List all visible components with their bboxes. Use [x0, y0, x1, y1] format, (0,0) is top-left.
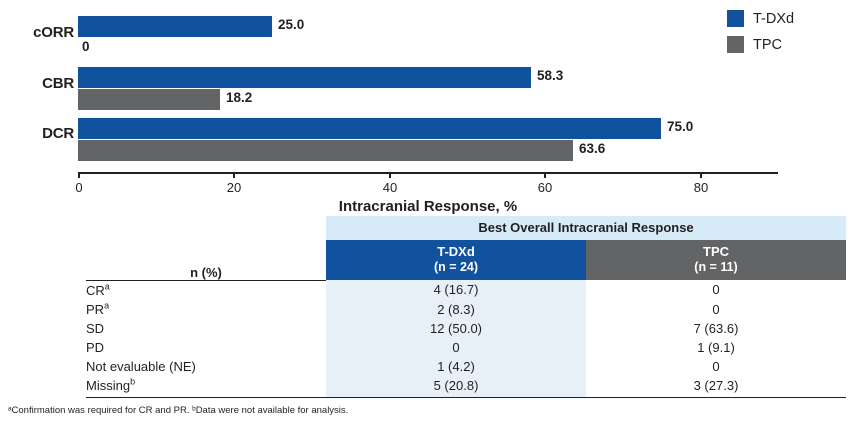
- bar-dcr-tdxd: [78, 118, 661, 139]
- x-tick-80: [700, 172, 702, 178]
- legend-swatch-tdxd: [727, 10, 744, 27]
- cell-missing-tdxd: 5 (20.8): [326, 376, 586, 398]
- cell-ne-tpc: 0: [586, 357, 846, 376]
- x-tick-40: [389, 172, 391, 178]
- bar-value-dcr-tdxd: 75.0: [667, 119, 694, 134]
- legend-swatch-tpc: [727, 36, 744, 53]
- row-label-cr-text: CR: [86, 282, 105, 298]
- cell-pr-tdxd: 2 (8.3): [326, 300, 586, 319]
- x-tick-60: [544, 172, 546, 178]
- legend-label-tdxd: T-DXd: [753, 10, 795, 27]
- row-label-pr-text: PR: [86, 301, 105, 317]
- row-label-missing-sup: b: [130, 376, 136, 387]
- response-table-wrap: [0, 216, 865, 398]
- bar-dcr-tpc: [78, 140, 573, 161]
- table-row: [86, 300, 846, 319]
- x-tick-20: [233, 172, 235, 178]
- table-banner-row: [86, 216, 846, 240]
- bar-cbr-tpc: [78, 89, 220, 110]
- column-header-tpc-name: TPC: [703, 244, 729, 260]
- row-header-label: n (%): [86, 240, 326, 280]
- bar-value-cbr-tdxd: 58.3: [537, 68, 564, 83]
- x-axis-title: Intracranial Response, %: [338, 198, 518, 215]
- banner-spacer: [86, 216, 326, 240]
- cell-sd-tdxd: 12 (50.0): [326, 319, 586, 338]
- row-label-pd: [86, 338, 326, 357]
- x-tick-label-40: 40: [382, 180, 398, 195]
- column-header-tdxd: [326, 240, 586, 280]
- row-label-pd-text: PD: [86, 339, 105, 355]
- legend-item-tpc: [727, 36, 847, 53]
- row-label-sd: [86, 319, 326, 338]
- cell-missing-tpc: 3 (27.3): [586, 376, 846, 398]
- bar-value-corr-tdxd: 25.0: [278, 17, 305, 32]
- bar-cbr-tdxd: [78, 67, 531, 88]
- cell-cr-tpc: 0: [586, 280, 846, 300]
- bar-value-dcr-tpc: 63.6: [579, 141, 606, 156]
- bar-value-corr-tpc: 0: [82, 39, 90, 54]
- x-tick-label-80: 80: [693, 180, 709, 195]
- cell-pd-tdxd: 0: [326, 338, 586, 357]
- x-tick-label-0: 0: [75, 180, 83, 195]
- column-header-tpc-n: (n = 11): [694, 260, 738, 275]
- category-label-cbr: CBR: [42, 75, 74, 92]
- footnote: ᵃConfirmation was required for CR and PR. ᵇData were not available for analysis.: [8, 405, 349, 416]
- column-header-tdxd-name: T-DXd: [437, 244, 475, 260]
- category-label-corr: cORR: [33, 24, 74, 41]
- table-row: [86, 319, 846, 338]
- cell-pd-tpc: 1 (9.1): [586, 338, 846, 357]
- row-label-sd-text: SD: [86, 320, 105, 336]
- row-label-missing: [86, 376, 326, 398]
- chart-legend: [727, 10, 847, 62]
- row-label-cr: [86, 280, 326, 300]
- category-label-dcr: DCR: [42, 125, 74, 142]
- table-banner: Best Overall Intracranial Response: [326, 216, 846, 240]
- row-label-pr: [86, 300, 326, 319]
- row-label-pr-sup: a: [104, 300, 110, 311]
- table-header-row: [86, 240, 846, 280]
- row-label-ne-text: Not evaluable (NE): [86, 358, 196, 374]
- bar-value-cbr-tpc: 18.2: [226, 90, 253, 105]
- legend-item-tdxd: [727, 10, 847, 27]
- column-header-tpc: [586, 240, 846, 280]
- cell-sd-tpc: 7 (63.6): [586, 319, 846, 338]
- x-tick-label-60: 60: [537, 180, 553, 195]
- response-table: [86, 216, 846, 398]
- table-row: [86, 280, 846, 300]
- row-label-cr-sup: a: [104, 281, 110, 292]
- legend-label-tpc: TPC: [753, 36, 782, 53]
- column-header-tdxd-n: (n = 24): [433, 260, 479, 275]
- cell-ne-tdxd: 1 (4.2): [326, 357, 586, 376]
- table-row: [86, 376, 846, 398]
- x-tick-label-20: 20: [226, 180, 242, 195]
- table-row: [86, 357, 846, 376]
- bar-corr-tdxd: [78, 16, 272, 37]
- row-label-missing-text: Missing: [86, 377, 131, 393]
- table-row: [86, 338, 846, 357]
- cell-cr-tdxd: 4 (16.7): [326, 280, 586, 300]
- cell-pr-tpc: 0: [586, 300, 846, 319]
- row-label-ne: [86, 357, 326, 376]
- x-axis-line: [78, 172, 778, 174]
- x-tick-0: [78, 172, 80, 178]
